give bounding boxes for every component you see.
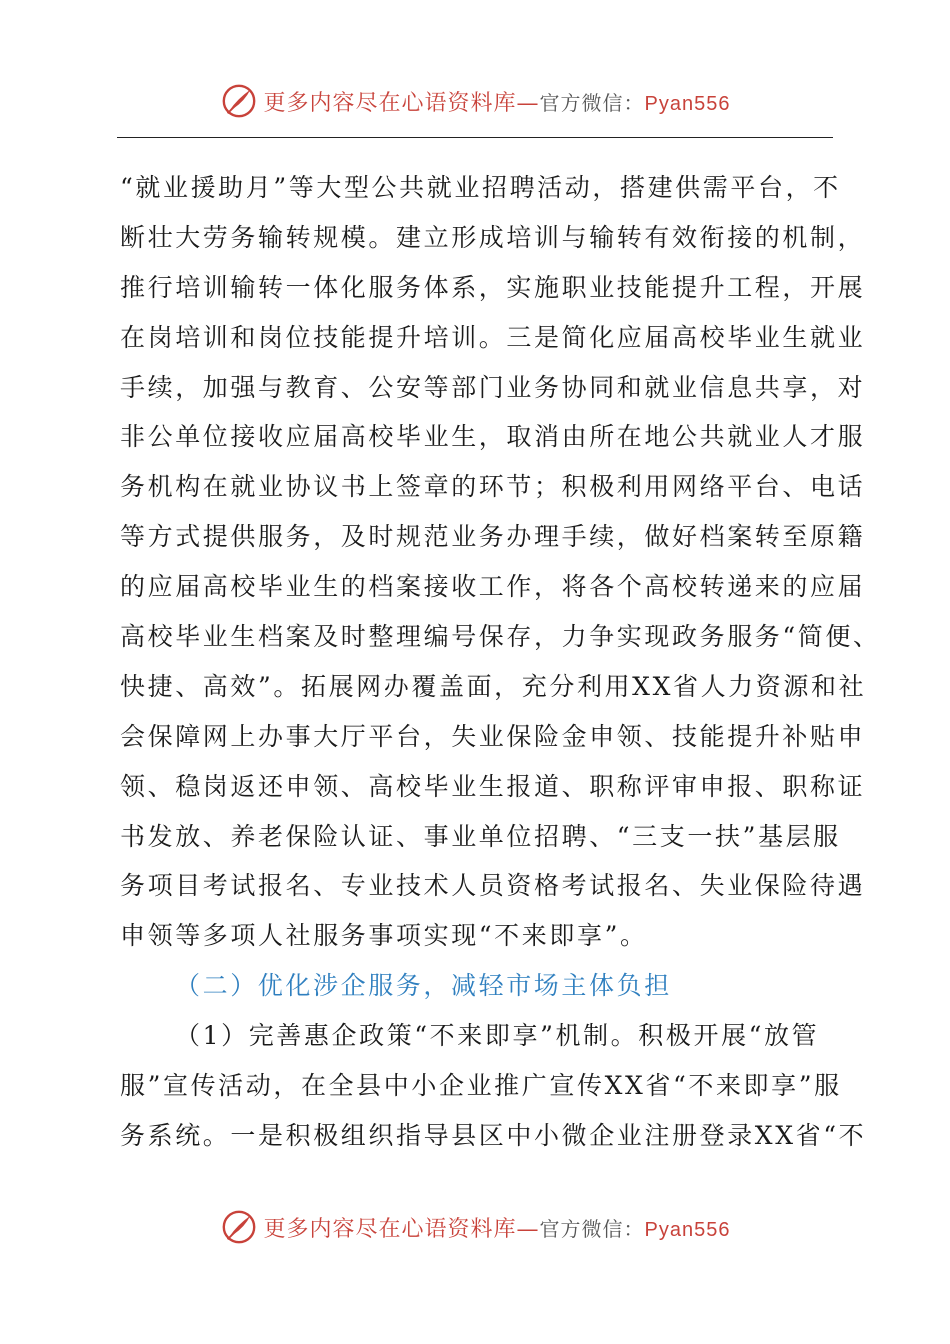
body-line: 的应届高校毕业生的档案接收工作，将各个高校转递来的应届 [120, 572, 866, 602]
body-line: 快捷、高效”。拓展网办覆盖面，充分利用XX省人力资源和社 [120, 671, 867, 701]
header-banner [0, 82, 950, 120]
footer-wechat-id: Pyan556 [644, 1218, 731, 1241]
body-line: 会保障网上办事大厅平台，失业保险金申领、技能提升补贴申 [120, 721, 866, 751]
section-line: 服”宣传活动，在全县中小企业推广宣传XX省“不来即享”服 [120, 1071, 842, 1101]
body-line: 在岗培训和岗位技能提升培训。三是简化应届高校毕业生就业 [120, 322, 866, 352]
header-banner-text [264, 86, 731, 117]
footer-wechat-label: 官方微信： [539, 1216, 645, 1241]
quill-logo-icon [220, 1208, 258, 1246]
body-line: 非公单位接收应届高校毕业生，取消由所在地公共就业人才服 [120, 422, 866, 452]
footer-dash: — [516, 1216, 540, 1242]
section-line: 务系统。一是积极组织指导县区中小微企业注册登录XX省“不 [120, 1120, 867, 1150]
header-site-name: 更多内容尽在心语资料库 [263, 90, 517, 116]
body-line: 务项目考试报名、专业技术人员资格考试报名、失业保险待遇 [120, 871, 866, 901]
document-body [120, 163, 881, 1161]
header-divider [117, 137, 833, 138]
section-line: （1）完善惠企政策“不来即享”机制。积极开展“放管 [175, 1021, 820, 1051]
footer-banner-text [264, 1212, 731, 1243]
body-line: 书发放、养老保险认证、事业单位招聘、“三支一扶”基层服 [120, 821, 841, 851]
header-dash: — [516, 90, 540, 116]
body-line: 申领等多项人社服务事项实现“不来即享”。 [120, 921, 648, 951]
body-line: 推行培训输转一体化服务体系，实施职业技能提升工程，开展 [120, 272, 866, 302]
body-line: 领、稳岗返还申领、高校毕业生报道、职称评审申报、职称证 [120, 771, 866, 801]
body-line: 务机构在就业协议书上签章的环节；积极利用网络平台、电话 [120, 472, 866, 502]
body-line: “就业援助月”等大型公共就业招聘活动，搭建供需平台，不 [120, 173, 841, 202]
footer-site-name: 更多内容尽在心语资料库 [263, 1216, 517, 1242]
header-wechat-id: Pyan556 [644, 92, 731, 115]
body-line: 断壮大劳务输转规模。建立形成培训与输转有效衔接的机制， [120, 222, 866, 252]
quill-logo-icon [220, 82, 258, 120]
body-line: 手续，加强与教育、公安等部门业务协同和就业信息共享，对 [120, 372, 866, 402]
section-heading: （二）优化涉企服务，减轻市场主体负担 [175, 971, 672, 1001]
footer-banner [0, 1208, 950, 1246]
body-line: 等方式提供服务，及时规范业务办理手续，做好档案转至原籍 [120, 522, 866, 552]
body-line: 高校毕业生档案及时整理编号保存，力争实现政务服务“简便、 [120, 622, 881, 652]
header-wechat-label: 官方微信： [539, 90, 645, 115]
